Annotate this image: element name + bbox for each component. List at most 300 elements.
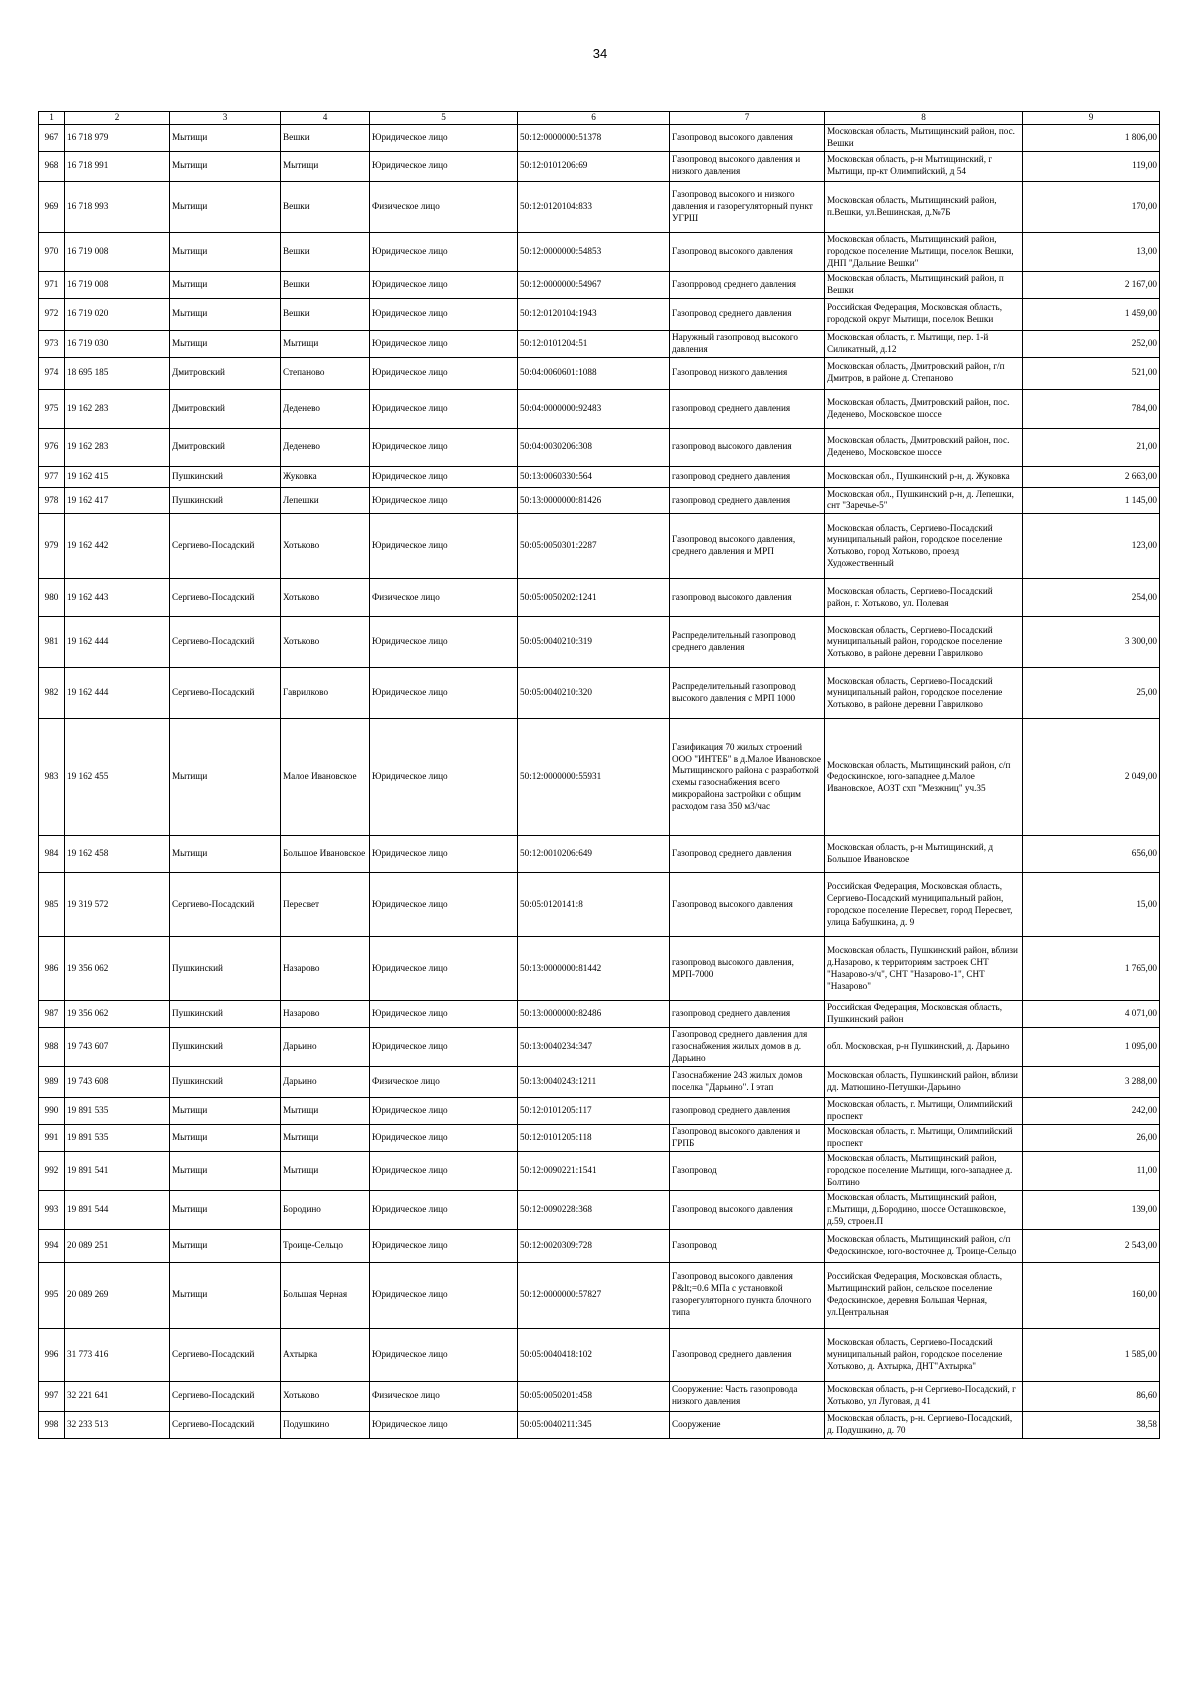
object-code-cell: 19 356 062 — [65, 937, 170, 1001]
address-cell: Московская область, Мытищинский район, городское поселение Мытищи, поселок Вешки, ДНП "Дальние Вешки" — [825, 232, 1023, 271]
address-cell: Российская Федерация, Московская область, Пушкинский район — [825, 1001, 1023, 1028]
object-name-cell: Газопровод высокого давления P&lt;=0.6 МПа с установкой газорегуляторного пункта блочного типа — [670, 1262, 825, 1328]
district-cell: Мытищи — [170, 181, 281, 232]
owner-type-cell: Юридическое лицо — [370, 719, 518, 836]
table-row — [39, 357, 1160, 389]
owner-type-cell: Физическое лицо — [370, 1067, 518, 1098]
area-cell: 2 167,00 — [1023, 271, 1160, 298]
owner-type-cell: Юридическое лицо — [370, 1098, 518, 1125]
object-name-cell: Газопровод — [670, 1152, 825, 1191]
table-row — [39, 1125, 1160, 1152]
registry-table — [38, 111, 1160, 1439]
district-cell: Сергиево-Посадский — [170, 1381, 281, 1411]
row-number-cell: 987 — [39, 1001, 65, 1028]
row-number-cell: 998 — [39, 1411, 65, 1438]
area-cell: 119,00 — [1023, 151, 1160, 181]
area-cell: 26,00 — [1023, 1125, 1160, 1152]
object-code-cell: 20 089 269 — [65, 1262, 170, 1328]
row-number-cell: 986 — [39, 937, 65, 1001]
area-cell: 1 806,00 — [1023, 124, 1160, 151]
district-cell: Мытищи — [170, 1125, 281, 1152]
object-code-cell: 19 162 417 — [65, 487, 170, 514]
owner-type-cell: Юридическое лицо — [370, 298, 518, 330]
owner-type-cell: Юридическое лицо — [370, 151, 518, 181]
object-code-cell: 19 319 572 — [65, 873, 170, 937]
table-row — [39, 1328, 1160, 1381]
row-number-cell: 975 — [39, 389, 65, 428]
object-name-cell: газопровод высокого давления — [670, 579, 825, 617]
locality-cell: Хотьково — [281, 579, 370, 617]
object-name-cell: Газопровод — [670, 1229, 825, 1262]
locality-cell: Бородино — [281, 1190, 370, 1229]
table-row — [39, 389, 1160, 428]
owner-type-cell: Юридическое лицо — [370, 357, 518, 389]
cadastral-number-cell: 50:13:0000000:81426 — [518, 487, 670, 514]
owner-type-cell: Юридическое лицо — [370, 124, 518, 151]
object-name-cell: газопровод высокого давления, МРП-7000 — [670, 937, 825, 1001]
owner-type-cell: Юридическое лицо — [370, 428, 518, 466]
address-cell: Московская область, Сергиево-Посадский муниципальный район, городское поселение Хотьково, город Хотьково, проезд Художественный — [825, 514, 1023, 579]
row-number-cell: 991 — [39, 1125, 65, 1152]
object-name-cell: газопровод среднего давления — [670, 466, 825, 487]
district-cell: Мытищи — [170, 1098, 281, 1125]
object-code-cell: 19 743 608 — [65, 1067, 170, 1098]
cadastral-number-cell: 50:13:0040234:347 — [518, 1028, 670, 1067]
locality-cell: Троице-Сельцо — [281, 1229, 370, 1262]
locality-cell: Хотьково — [281, 1381, 370, 1411]
object-name-cell: газопровод среднего давления — [670, 1001, 825, 1028]
address-cell: Российская Федерация, Московская область, Сергиево-Посадский муниципальный район, городское поселение Пересвет, город Пересвет, улица Бабушкина, д. 9 — [825, 873, 1023, 937]
address-cell: Московская область, Пушкинский район, вблизи д.Назарово, к территориям застроек СНТ "Назарово-з/ч", СНТ "Назарово-1", СНТ "Назарово" — [825, 937, 1023, 1001]
area-cell: 38,58 — [1023, 1411, 1160, 1438]
district-cell: Дмитровский — [170, 428, 281, 466]
locality-cell: Большая Черная — [281, 1262, 370, 1328]
object-name-cell: Газопровод среднего давления — [670, 298, 825, 330]
area-cell: 2 543,00 — [1023, 1229, 1160, 1262]
table-row — [39, 124, 1160, 151]
area-cell: 1 585,00 — [1023, 1328, 1160, 1381]
column-header: 2 — [65, 112, 170, 125]
table-row — [39, 668, 1160, 719]
area-cell: 1 095,00 — [1023, 1028, 1160, 1067]
district-cell: Мытищи — [170, 1152, 281, 1191]
row-number-cell: 980 — [39, 579, 65, 617]
district-cell: Пушкинский — [170, 1001, 281, 1028]
row-number-cell: 994 — [39, 1229, 65, 1262]
cadastral-number-cell: 50:04:0000000:92483 — [518, 389, 670, 428]
address-cell: Московская область, р-н Мытищинский, д Большое Ивановское — [825, 836, 1023, 873]
object-name-cell: Газопровод высокого давления и ГРПБ — [670, 1125, 825, 1152]
address-cell: Московская область, Сергиево-Посадский муниципальный район, городское поселение Хотьково, д. Ахтырка, ДНТ"Ахтырка" — [825, 1328, 1023, 1381]
district-cell: Сергиево-Посадский — [170, 617, 281, 668]
locality-cell: Дарьино — [281, 1067, 370, 1098]
district-cell: Сергиево-Посадский — [170, 1411, 281, 1438]
object-name-cell: Газопровод высокого давления, среднего давления и МРП — [670, 514, 825, 579]
cadastral-number-cell: 50:12:0000000:57827 — [518, 1262, 670, 1328]
locality-cell: Гаврилково — [281, 668, 370, 719]
address-cell: Московская область, Мытищинский район, с/п Федоскинское, юго-западнее д.Малое Ивановское, АОЗТ схп "Мезжниц" уч.35 — [825, 719, 1023, 836]
object-name-cell: Газопровод низкого давления — [670, 357, 825, 389]
object-name-cell: Газопровод высокого давления — [670, 873, 825, 937]
locality-cell: Вешки — [281, 232, 370, 271]
owner-type-cell: Юридическое лицо — [370, 232, 518, 271]
cadastral-number-cell: 50:05:0040210:319 — [518, 617, 670, 668]
district-cell: Дмитровский — [170, 389, 281, 428]
address-cell: Московская область, Пушкинский район, вблизи дд. Матюшино-Петушки-Дарьино — [825, 1067, 1023, 1098]
area-cell: 254,00 — [1023, 579, 1160, 617]
area-cell: 242,00 — [1023, 1098, 1160, 1125]
locality-cell: Назарово — [281, 1001, 370, 1028]
owner-type-cell: Юридическое лицо — [370, 1190, 518, 1229]
object-name-cell: Газификация 70 жилых строений ООО "ИНТЕБ" в д.Малое Ивановское Мытищинского района с разработкой схемы газоснабжения всего микрорайона застройки с общим расходом газа 350 м3/час — [670, 719, 825, 836]
district-cell: Пушкинский — [170, 466, 281, 487]
object-code-cell: 19 162 455 — [65, 719, 170, 836]
object-code-cell: 16 719 008 — [65, 232, 170, 271]
row-number-cell: 988 — [39, 1028, 65, 1067]
district-cell: Пушкинский — [170, 1067, 281, 1098]
table-row — [39, 232, 1160, 271]
row-number-cell: 979 — [39, 514, 65, 579]
table-row — [39, 1381, 1160, 1411]
cadastral-number-cell: 50:05:0040418:102 — [518, 1328, 670, 1381]
cadastral-number-cell: 50:12:0101205:117 — [518, 1098, 670, 1125]
cadastral-number-cell: 50:12:0090221:1541 — [518, 1152, 670, 1191]
owner-type-cell: Юридическое лицо — [370, 937, 518, 1001]
owner-type-cell: Юридическое лицо — [370, 330, 518, 357]
object-name-cell: Сооружение: Часть газопровода низкого давления — [670, 1381, 825, 1411]
object-code-cell: 19 162 444 — [65, 668, 170, 719]
cadastral-number-cell: 50:05:0050201:458 — [518, 1381, 670, 1411]
table-row — [39, 1411, 1160, 1438]
district-cell: Сергиево-Посадский — [170, 579, 281, 617]
cadastral-number-cell: 50:13:0000000:82486 — [518, 1001, 670, 1028]
object-name-cell: Газопрровод среднего давления — [670, 271, 825, 298]
owner-type-cell: Юридическое лицо — [370, 873, 518, 937]
address-cell: Московская область, Сергиево-Посадский муниципальный район, городское поселение Хотьково, в районе деревни Гаврилково — [825, 668, 1023, 719]
address-cell: Московская область, Дмитровский район, пос. Деденево, Московское шоссе — [825, 428, 1023, 466]
object-name-cell: Газопровод среднего давления для газоснабжения жилых домов в д. Дарьино — [670, 1028, 825, 1067]
object-name-cell: Газопровод высокого давления — [670, 124, 825, 151]
locality-cell: Мытищи — [281, 330, 370, 357]
locality-cell: Деденево — [281, 428, 370, 466]
owner-type-cell: Юридическое лицо — [370, 1262, 518, 1328]
address-cell: Московская область, р-н Мытищинский, г Мытищи, пр-кт Олимпийский, д 54 — [825, 151, 1023, 181]
locality-cell: Ахтырка — [281, 1328, 370, 1381]
object-name-cell: Газопровод высокого давления — [670, 232, 825, 271]
address-cell: Московская область, г. Мытищи, пер. 1-й Силикатный, д.12 — [825, 330, 1023, 357]
area-cell: 656,00 — [1023, 836, 1160, 873]
area-cell: 123,00 — [1023, 514, 1160, 579]
owner-type-cell: Юридическое лицо — [370, 514, 518, 579]
district-cell: Сергиево-Посадский — [170, 1328, 281, 1381]
row-number-cell: 972 — [39, 298, 65, 330]
district-cell: Мытищи — [170, 1190, 281, 1229]
row-number-cell: 993 — [39, 1190, 65, 1229]
locality-cell: Мытищи — [281, 1125, 370, 1152]
locality-cell: Хотьково — [281, 514, 370, 579]
table-row — [39, 330, 1160, 357]
table-header-row — [39, 112, 1160, 125]
table-row — [39, 1190, 1160, 1229]
row-number-cell: 996 — [39, 1328, 65, 1381]
column-header: 6 — [518, 112, 670, 125]
row-number-cell: 971 — [39, 271, 65, 298]
object-code-cell: 16 718 991 — [65, 151, 170, 181]
area-cell: 170,00 — [1023, 181, 1160, 232]
table-row — [39, 1152, 1160, 1191]
table-row — [39, 719, 1160, 836]
object-code-cell: 19 891 535 — [65, 1098, 170, 1125]
address-cell: Московская область, Мытищинский район, с/п Федоскинское, юго-восточнее д. Троице-Сельцо — [825, 1229, 1023, 1262]
table-row — [39, 937, 1160, 1001]
area-cell: 21,00 — [1023, 428, 1160, 466]
object-code-cell: 19 743 607 — [65, 1028, 170, 1067]
cadastral-number-cell: 50:12:0101205:118 — [518, 1125, 670, 1152]
table-row — [39, 298, 1160, 330]
row-number-cell: 983 — [39, 719, 65, 836]
owner-type-cell: Юридическое лицо — [370, 1001, 518, 1028]
table-row — [39, 181, 1160, 232]
table-row — [39, 1028, 1160, 1067]
address-cell: Московская область, Мытищинский район, п.Вешки, ул.Вешинская, д.№7Б — [825, 181, 1023, 232]
locality-cell: Вешки — [281, 124, 370, 151]
address-cell: Московская обл., Пушкинский р-н, д. Лепешки, снт "Заречье-5" — [825, 487, 1023, 514]
address-cell: обл. Московская, р-н Пушкинский, д. Дарьино — [825, 1028, 1023, 1067]
area-cell: 11,00 — [1023, 1152, 1160, 1191]
locality-cell: Вешки — [281, 181, 370, 232]
area-cell: 2 663,00 — [1023, 466, 1160, 487]
cadastral-number-cell: 50:12:0000000:54967 — [518, 271, 670, 298]
cadastral-number-cell: 50:04:0030206:308 — [518, 428, 670, 466]
cadastral-number-cell: 50:04:0060601:1088 — [518, 357, 670, 389]
table-row — [39, 1067, 1160, 1098]
object-name-cell: Сооружение — [670, 1411, 825, 1438]
district-cell: Мытищи — [170, 298, 281, 330]
area-cell: 25,00 — [1023, 668, 1160, 719]
object-code-cell: 19 891 541 — [65, 1152, 170, 1191]
district-cell: Мытищи — [170, 232, 281, 271]
district-cell: Мытищи — [170, 330, 281, 357]
row-number-cell: 977 — [39, 466, 65, 487]
row-number-cell: 978 — [39, 487, 65, 514]
object-code-cell: 32 233 513 — [65, 1411, 170, 1438]
object-name-cell: газопровод высокого давления — [670, 428, 825, 466]
address-cell: Российская Федерация, Московская область, городской округ Мытищи, поселок Вешки — [825, 298, 1023, 330]
table-row — [39, 1262, 1160, 1328]
column-header: 1 — [39, 112, 65, 125]
owner-type-cell: Юридическое лицо — [370, 271, 518, 298]
locality-cell: Подушкино — [281, 1411, 370, 1438]
row-number-cell: 967 — [39, 124, 65, 151]
cadastral-number-cell: 50:12:0000000:51378 — [518, 124, 670, 151]
district-cell: Дмитровский — [170, 357, 281, 389]
area-cell: 1 765,00 — [1023, 937, 1160, 1001]
address-cell: Московская область, р-н. Сергиево-Посадский, д. Подушкино, д. 70 — [825, 1411, 1023, 1438]
object-name-cell: газопровод среднего давления — [670, 1098, 825, 1125]
object-code-cell: 19 162 443 — [65, 579, 170, 617]
owner-type-cell: Физическое лицо — [370, 1381, 518, 1411]
locality-cell: Мытищи — [281, 1152, 370, 1191]
object-name-cell: газопровод среднего давления — [670, 487, 825, 514]
district-cell: Мытищи — [170, 1262, 281, 1328]
row-number-cell: 969 — [39, 181, 65, 232]
column-header: 8 — [825, 112, 1023, 125]
owner-type-cell: Юридическое лицо — [370, 466, 518, 487]
district-cell: Мытищи — [170, 719, 281, 836]
table-row — [39, 836, 1160, 873]
object-name-cell: Газоснабжение 243 жилых домов поселка "Дарьино". I этап — [670, 1067, 825, 1098]
table-row — [39, 1229, 1160, 1262]
cadastral-number-cell: 50:12:0010206:649 — [518, 836, 670, 873]
row-number-cell: 981 — [39, 617, 65, 668]
cadastral-number-cell: 50:12:0120104:833 — [518, 181, 670, 232]
object-name-cell: Распределительный газопровод высокого давления с МРП 1000 — [670, 668, 825, 719]
object-code-cell: 19 162 283 — [65, 389, 170, 428]
object-name-cell: газопровод среднего давления — [670, 389, 825, 428]
locality-cell: Большое Ивановское — [281, 836, 370, 873]
object-name-cell: Газопровод среднего давления — [670, 1328, 825, 1381]
area-cell: 252,00 — [1023, 330, 1160, 357]
address-cell: Московская область, Мытищинский район, п Вешки — [825, 271, 1023, 298]
address-cell: Московская область, Дмитровский район, г/п Дмитров, в районе д. Степаново — [825, 357, 1023, 389]
area-cell: 4 071,00 — [1023, 1001, 1160, 1028]
object-code-cell: 16 718 993 — [65, 181, 170, 232]
object-code-cell: 32 221 641 — [65, 1381, 170, 1411]
area-cell: 1 459,00 — [1023, 298, 1160, 330]
row-number-cell: 976 — [39, 428, 65, 466]
object-name-cell: Газопровод среднего давления — [670, 836, 825, 873]
owner-type-cell: Юридическое лицо — [370, 1028, 518, 1067]
object-name-cell: Газопровод высокого давления и низкого давления — [670, 151, 825, 181]
table-row — [39, 428, 1160, 466]
address-cell: Московская область, Мытищинский район, пос. Вешки — [825, 124, 1023, 151]
row-number-cell: 974 — [39, 357, 65, 389]
locality-cell: Жуковка — [281, 466, 370, 487]
address-cell: Московская область, Мытищинский район, городское поселение Мытищи, юго-западнее д. Болтино — [825, 1152, 1023, 1191]
table-row — [39, 1098, 1160, 1125]
row-number-cell: 984 — [39, 836, 65, 873]
cadastral-number-cell: 50:05:0040211:345 — [518, 1411, 670, 1438]
locality-cell: Лепешки — [281, 487, 370, 514]
column-header: 3 — [170, 112, 281, 125]
row-number-cell: 968 — [39, 151, 65, 181]
locality-cell: Деденево — [281, 389, 370, 428]
locality-cell: Вешки — [281, 298, 370, 330]
address-cell: Российская Федерация, Московская область, Мытищинский район, сельское поселение Федоскинское, деревня Большая Черная, ул.Центральная — [825, 1262, 1023, 1328]
cadastral-number-cell: 50:05:0040210:320 — [518, 668, 670, 719]
owner-type-cell: Юридическое лицо — [370, 1229, 518, 1262]
locality-cell: Вешки — [281, 271, 370, 298]
cadastral-number-cell: 50:05:0050202:1241 — [518, 579, 670, 617]
column-header: 4 — [281, 112, 370, 125]
locality-cell: Дарьино — [281, 1028, 370, 1067]
object-code-cell: 16 719 008 — [65, 271, 170, 298]
district-cell: Мытищи — [170, 124, 281, 151]
object-name-cell: Газопровод высокого давления — [670, 1190, 825, 1229]
area-cell: 139,00 — [1023, 1190, 1160, 1229]
object-code-cell: 19 162 415 — [65, 466, 170, 487]
row-number-cell: 995 — [39, 1262, 65, 1328]
owner-type-cell: Юридическое лицо — [370, 1152, 518, 1191]
locality-cell: Мытищи — [281, 1098, 370, 1125]
page-number: 34 — [592, 46, 608, 61]
table-row — [39, 1001, 1160, 1028]
area-cell: 3 288,00 — [1023, 1067, 1160, 1098]
locality-cell: Назарово — [281, 937, 370, 1001]
area-cell: 13,00 — [1023, 232, 1160, 271]
district-cell: Пушкинский — [170, 937, 281, 1001]
area-cell: 86,60 — [1023, 1381, 1160, 1411]
object-name-cell: Газопровод высокого и низкого давления и газорегуляторный пункт УГРШ — [670, 181, 825, 232]
cadastral-number-cell: 50:12:0090228:368 — [518, 1190, 670, 1229]
object-code-cell: 19 356 062 — [65, 1001, 170, 1028]
cadastral-number-cell: 50:12:0101204:51 — [518, 330, 670, 357]
table-row — [39, 873, 1160, 937]
area-cell: 521,00 — [1023, 357, 1160, 389]
object-code-cell: 20 089 251 — [65, 1229, 170, 1262]
table-row — [39, 617, 1160, 668]
cadastral-number-cell: 50:05:0050301:2287 — [518, 514, 670, 579]
area-cell: 3 300,00 — [1023, 617, 1160, 668]
area-cell: 2 049,00 — [1023, 719, 1160, 836]
table-row — [39, 514, 1160, 579]
row-number-cell: 985 — [39, 873, 65, 937]
locality-cell: Степаново — [281, 357, 370, 389]
area-cell: 784,00 — [1023, 389, 1160, 428]
object-code-cell: 19 162 442 — [65, 514, 170, 579]
row-number-cell: 992 — [39, 1152, 65, 1191]
district-cell: Пушкинский — [170, 1028, 281, 1067]
locality-cell: Хотьково — [281, 617, 370, 668]
cadastral-number-cell: 50:12:0101206:69 — [518, 151, 670, 181]
cadastral-number-cell: 50:12:0120104:1943 — [518, 298, 670, 330]
row-number-cell: 990 — [39, 1098, 65, 1125]
address-cell: Московская область, Мытищинский район, г.Мытищи, д.Бородино, шоссе Осташковское, д.59, строен.П — [825, 1190, 1023, 1229]
table-row — [39, 579, 1160, 617]
address-cell: Московская область, Сергиево-Посадский муниципальный район, городское поселение Хотьково, в районе деревни Гаврилково — [825, 617, 1023, 668]
address-cell: Московская область, г. Мытищи, Олимпийский проспект — [825, 1125, 1023, 1152]
row-number-cell: 970 — [39, 232, 65, 271]
district-cell: Пушкинский — [170, 487, 281, 514]
locality-cell: Пересвет — [281, 873, 370, 937]
object-code-cell: 16 718 979 — [65, 124, 170, 151]
object-code-cell: 19 162 283 — [65, 428, 170, 466]
row-number-cell: 989 — [39, 1067, 65, 1098]
cadastral-number-cell: 50:13:0000000:81442 — [518, 937, 670, 1001]
table-row — [39, 487, 1160, 514]
district-cell: Сергиево-Посадский — [170, 514, 281, 579]
object-code-cell: 16 719 030 — [65, 330, 170, 357]
object-code-cell: 31 773 416 — [65, 1328, 170, 1381]
area-cell: 15,00 — [1023, 873, 1160, 937]
column-header: 5 — [370, 112, 518, 125]
owner-type-cell: Физическое лицо — [370, 579, 518, 617]
owner-type-cell: Юридическое лицо — [370, 617, 518, 668]
column-header: 7 — [670, 112, 825, 125]
cadastral-number-cell: 50:05:0120141:8 — [518, 873, 670, 937]
owner-type-cell: Юридическое лицо — [370, 668, 518, 719]
area-cell: 1 145,00 — [1023, 487, 1160, 514]
table-body — [39, 124, 1160, 1438]
owner-type-cell: Юридическое лицо — [370, 389, 518, 428]
district-cell: Мытищи — [170, 151, 281, 181]
district-cell: Мытищи — [170, 1229, 281, 1262]
object-code-cell: 19 162 458 — [65, 836, 170, 873]
row-number-cell: 973 — [39, 330, 65, 357]
address-cell: Московская область, р-н Сергиево-Посадский, г Хотьково, ул Луговая, д 41 — [825, 1381, 1023, 1411]
object-code-cell: 19 162 444 — [65, 617, 170, 668]
cadastral-number-cell: 50:13:0040243:1211 — [518, 1067, 670, 1098]
